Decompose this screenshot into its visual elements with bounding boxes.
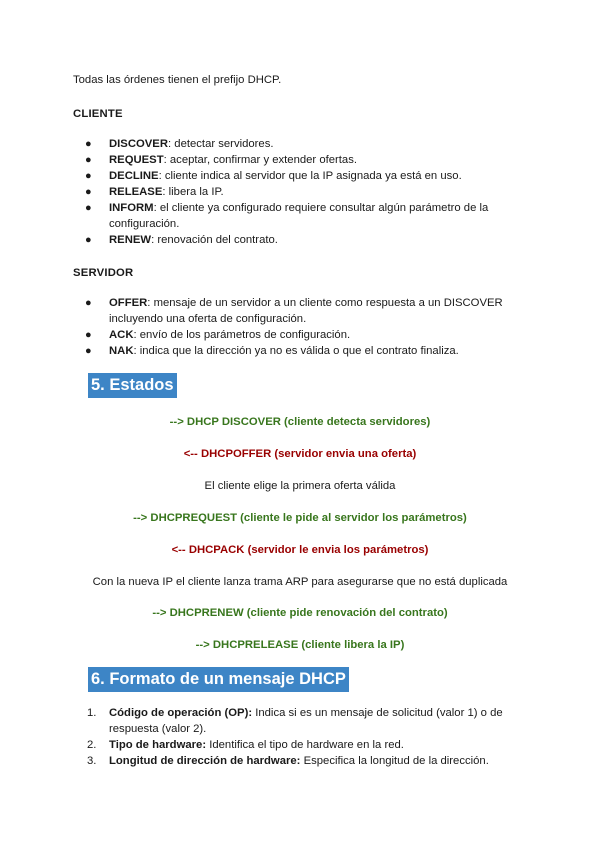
item-term: INFORM (109, 202, 154, 214)
bullet-icon: ● (85, 186, 92, 198)
bullet-icon: ● (85, 170, 92, 182)
bullet-icon: ● (85, 234, 92, 246)
item-term: RELEASE (109, 186, 163, 198)
bullet-icon: ● (85, 345, 92, 357)
servidor-heading: SERVIDOR (73, 267, 134, 279)
item-term: Tipo de hardware: (109, 739, 207, 751)
list-item (73, 152, 545, 168)
cliente-list (73, 136, 545, 248)
flow-note-choose: El cliente elige la primera oferta válida (204, 480, 396, 492)
item-desc: : renovación del contrato. (151, 234, 278, 246)
list-item (73, 232, 545, 248)
item-desc: Especifica la longitud de la dirección. (300, 755, 489, 767)
list-item (73, 295, 545, 327)
section-title-estados: 5. Estados (88, 373, 177, 398)
item-number: 3. (87, 755, 97, 767)
servidor-list (73, 295, 545, 359)
item-term: RENEW (109, 234, 152, 246)
item-term: Código de operación (OP): (109, 707, 253, 719)
item-desc: : libera la IP. (162, 186, 224, 198)
item-desc: : mensaje de un servidor a un cliente como respuesta a un DISCOVER incluyendo una oferta de configuración. (109, 297, 503, 325)
formato-list (73, 705, 545, 769)
flow-step-renew: --> DHCPRENEW (cliente pide renovación del contrato) (152, 607, 448, 619)
item-desc: : indica que la dirección ya no es válida o que el contrato finaliza. (133, 345, 459, 357)
item-number: 2. (87, 739, 97, 751)
item-term: ACK (109, 329, 134, 341)
intro-text: Todas las órdenes tienen el prefijo DHCP. (73, 74, 282, 86)
list-item (73, 327, 545, 343)
flow-step-ack: <-- DHCPACK (servidor le envia los parámetros) (171, 544, 429, 556)
list-item (73, 200, 545, 232)
item-desc: Indica si es un mensaje de solicitud (valor 1) o de respuesta (valor 2). (109, 707, 503, 735)
bullet-icon: ● (85, 297, 92, 309)
flow-step-offer: <-- DHCPOFFER (servidor envia una oferta) (183, 448, 417, 460)
item-desc: Identifica el tipo de hardware en la red. (206, 739, 404, 751)
item-term: DECLINE (109, 170, 159, 182)
bullet-icon: ● (85, 138, 92, 150)
flow-step-release: --> DHCPRELEASE (cliente libera la IP) (195, 639, 405, 651)
section-title-formato: 6. Formato de un mensaje DHCP (88, 667, 349, 692)
list-item (73, 705, 545, 737)
item-term: NAK (109, 345, 134, 357)
flow-step-request: --> DHCPREQUEST (cliente le pide al servidor los parámetros) (133, 512, 467, 524)
bullet-icon: ● (85, 202, 92, 214)
cliente-heading: CLIENTE (73, 108, 123, 120)
list-item (73, 136, 545, 152)
item-term: DISCOVER (109, 138, 169, 150)
item-number: 1. (87, 707, 97, 719)
list-item (73, 184, 545, 200)
item-desc: : envío de los parámetros de configuración. (133, 329, 351, 341)
item-term: REQUEST (109, 154, 164, 166)
flow-step-discover: --> DHCP DISCOVER (cliente detecta servidores) (169, 416, 431, 428)
list-item (73, 737, 545, 753)
item-term: OFFER (109, 297, 148, 309)
bullet-icon: ● (85, 329, 92, 341)
item-desc: : detectar servidores. (168, 138, 274, 150)
item-desc: : el cliente ya configurado requiere consultar algún parámetro de la configuración. (109, 202, 489, 230)
list-item (73, 168, 545, 184)
item-desc: : cliente indica al servidor que la IP asignada ya está en uso. (158, 170, 462, 182)
item-term: Longitud de dirección de hardware: (109, 755, 301, 767)
flow-note-arp: Con la nueva IP el cliente lanza trama ARP para asegurarse que no está duplicada (92, 576, 508, 588)
bullet-icon: ● (85, 154, 92, 166)
item-desc: : aceptar, confirmar y extender ofertas. (163, 154, 358, 166)
list-item (73, 753, 545, 769)
list-item (73, 343, 545, 359)
